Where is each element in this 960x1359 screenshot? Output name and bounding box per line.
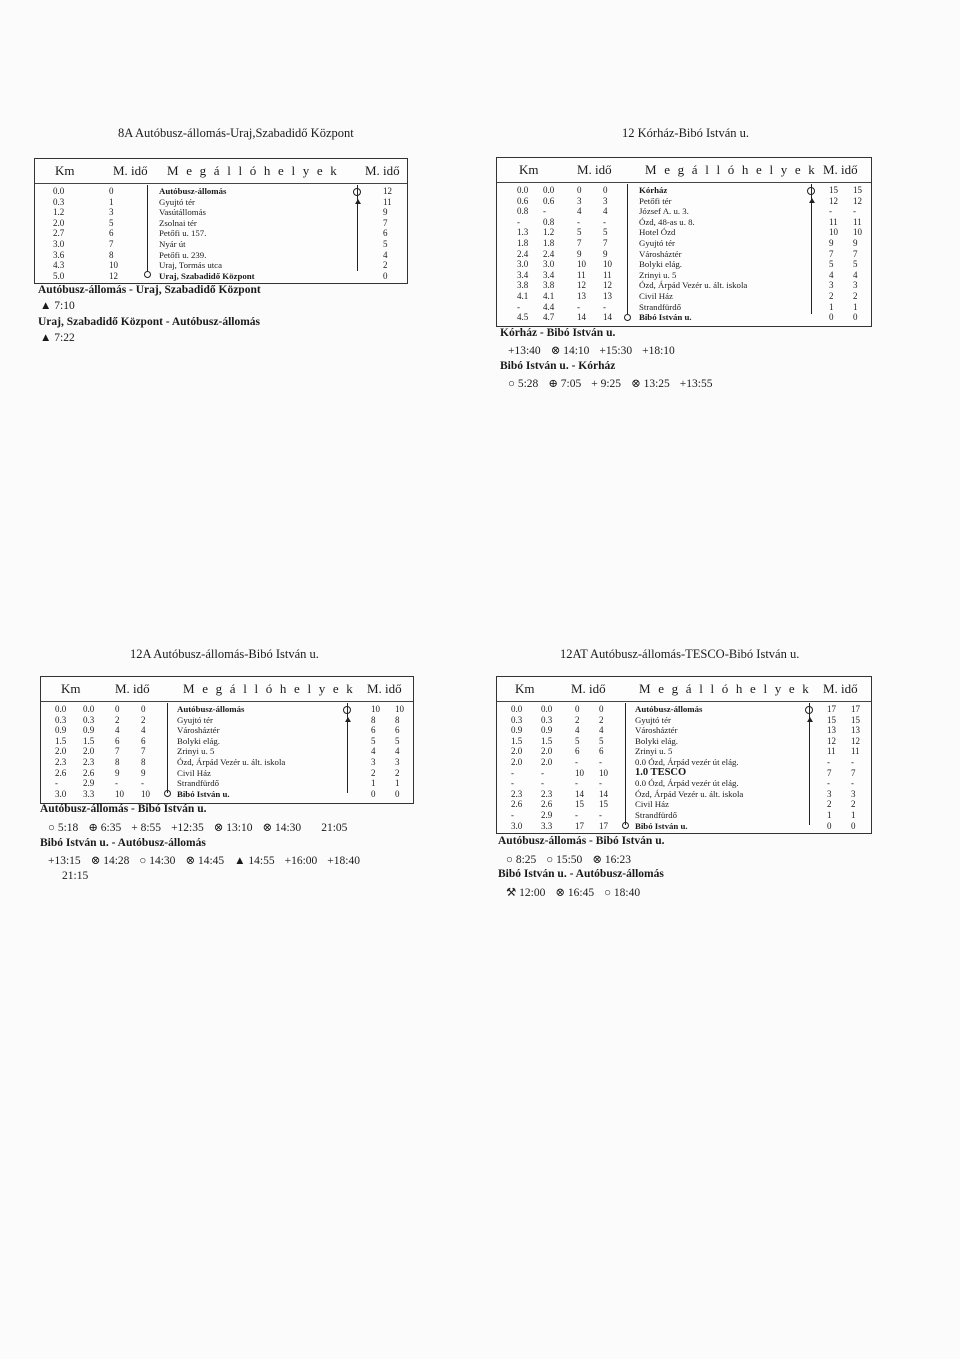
table-row: 2.0 2.0 - - 0.0 Ózd, Árpád vezér út elág. - -: [511, 756, 854, 767]
header-mido-right: M. idő: [367, 681, 402, 696]
table-row: 0.3 1 Gyujtó tér 11: [53, 196, 392, 207]
stop-rows: [35, 186, 407, 281]
table-header: [41, 677, 413, 702]
departure-time: ⊕ 7:05: [548, 378, 582, 390]
departure-time: ○ 14:30: [139, 855, 176, 867]
departure-time: +13:15: [48, 855, 81, 867]
table-row: 0.9 0.9 4 4 Városháztér 6 6: [55, 725, 400, 736]
table-row: 0.0 0.0 0 0 Autóbusz-állomás 17 17: [511, 704, 860, 714]
table-row: - 2.9 - - Strandfürdő 1 1: [55, 778, 400, 789]
departure-time: ⊗ 16:23: [592, 854, 632, 866]
departure-time: +12:35: [171, 822, 204, 834]
table-row: 3.6 8 Petőfi u. 239. 4: [53, 249, 388, 260]
departure-time: 21:15: [62, 870, 89, 882]
direction-label: Autóbusz-állomás - Bibó István u.: [498, 835, 665, 847]
table-row: 0.3 0.3 2 2 Gyujtó tér 8 8: [55, 714, 400, 725]
table-row: 1.5 1.5 5 5 Bolyki elág. 12 12: [511, 735, 860, 746]
departure-time: ▲ 14:55: [234, 855, 275, 867]
departure-time: ▲ 7:22: [40, 332, 75, 344]
stop-rows: [497, 185, 871, 323]
departures: [506, 852, 641, 866]
departure-time: ○ 15:50: [546, 854, 583, 866]
header-mido-right: M. idő: [365, 163, 400, 178]
departure-time: +13:40: [508, 345, 541, 357]
direction-label: Autóbusz-állomás - Uraj, Szabadidő Központ: [38, 284, 261, 296]
header-mido-right: M. idő: [823, 681, 858, 696]
table-row: 0.0 0.0 0 0 Autóbusz-állomás 10 10: [55, 704, 404, 714]
departure-time: + 9:25: [591, 378, 622, 390]
departure-time: ⊗ 14:28: [90, 855, 130, 867]
departures: [508, 343, 685, 357]
timetable-title-12at: 12AT Autóbusz-állomás-TESCO-Bibó István u.: [560, 647, 800, 661]
table-row: 5.0 12 Uraj, Szabadidő Központ 0: [53, 270, 388, 281]
table-header: [497, 158, 871, 183]
timetable-8a: [34, 158, 408, 284]
timetable-12a: [40, 676, 414, 804]
table-row: 2.4 2.4 9 9 Városháztér 7 7: [517, 248, 858, 259]
direction-label: Uraj, Szabadidő Központ - Autóbusz-állomás: [38, 316, 261, 328]
table-row: - 0.8 - - Ózd, 48-as u. 8. 11 11: [517, 216, 862, 227]
table-row: - 4.4 - - Strandfürdő 1 1: [517, 301, 858, 312]
departure-time: 21:05: [321, 822, 348, 834]
direction-label: Bibó István u. - Autóbusz-állomás: [40, 837, 206, 849]
table-row: 3.0 3.3 17 17 Bibó István u. 0 0: [511, 820, 856, 831]
departure-time: ○ 5:18: [48, 822, 79, 834]
departures: [508, 376, 722, 390]
table-row: 3.0 3.3 10 10 Bibó István u. 0 0: [55, 788, 400, 799]
departure-time: ⊗ 14:10: [550, 345, 590, 357]
table-row: 1.8 1.8 7 7 Gyujtó tér 9 9: [517, 237, 858, 248]
departure-time: ⊗ 14:45: [185, 855, 225, 867]
table-row: 2.0 2.0 6 6 Zrinyi u. 5 11 11: [511, 746, 860, 757]
header-km: Km: [519, 162, 539, 177]
departure-time: +15:30: [599, 345, 633, 357]
direction-label: Bibó István u. - Kórház: [500, 360, 616, 372]
table-row: 4.1 4.1 13 13 Civil Ház 2 2: [517, 290, 858, 301]
table-row: - 2.9 - - Strandfürdő 1 1: [511, 809, 856, 820]
header-mido-right: M. idő: [823, 162, 858, 177]
timetable-title-12: 12 Kórház-Bibó István u.: [622, 126, 750, 140]
table-row: 2.0 2.0 7 7 Zrinyi u. 5 4 4: [55, 746, 400, 757]
table-row: 2.3 2.3 14 14 Ózd, Árpád Vezér u. ált. iskola 3 3: [511, 788, 856, 799]
departure-time: +16:00: [284, 855, 318, 867]
departure-time: ⊗ 13:10: [213, 822, 253, 834]
departure-time: ⊗ 13:25: [631, 378, 670, 390]
departure-time: +18:40: [327, 855, 360, 867]
table-row: 0.8 - 4 4 József A. u. 3. - -: [517, 206, 856, 217]
table-header: [497, 677, 871, 702]
header-km: Km: [61, 681, 81, 696]
departures: [40, 300, 85, 312]
header-mido-left: M. idő: [577, 162, 612, 177]
table-row: 0.9 0.9 4 4 Városháztér 13 13: [511, 725, 860, 736]
departure-time: ⊗ 14:30: [262, 822, 302, 834]
table-row: 3.0 3.0 10 10 Bolyki elág. 5 5: [517, 259, 858, 270]
table-row: - - 10 10 1.0 TESCO 7 7: [511, 766, 856, 778]
header-mido-left: M. idő: [571, 681, 606, 696]
table-row: 0.0 0 Autóbusz-állomás 12: [53, 186, 392, 196]
departure-time: +13:55: [679, 378, 713, 390]
direction-label: Autóbusz-állomás - Bibó István u.: [40, 803, 207, 815]
table-row: 0.6 0.6 3 3 Petőfi tér 12 12: [517, 195, 862, 206]
departure-time: ⊕ 6:35: [88, 822, 122, 834]
header-mido-left: M. idő: [113, 163, 148, 178]
departures: [506, 885, 650, 899]
timetable-title-12a: 12A Autóbusz-állomás-Bibó István u.: [130, 647, 319, 661]
table-row: - - - - 0.0 Ózd, Árpád vezér út elág. - -: [511, 778, 854, 789]
table-row: 2.6 2.6 9 9 Civil Ház 2 2: [55, 767, 400, 778]
departure-time: ⚒ 12:00: [506, 887, 546, 899]
table-row: 1.2 3 Vasútállomás 9: [53, 207, 388, 218]
table-row: 3.4 3.4 11 11 Zrinyi u. 5 4 4: [517, 269, 858, 280]
departures: [40, 332, 85, 344]
departure-time: ▲ 7:10: [40, 300, 75, 312]
departures: [48, 820, 357, 834]
table-row: 2.0 5 Zsolnai tér 7: [53, 217, 388, 228]
departure-time: ○ 8:25: [506, 854, 537, 866]
table-row: 1.5 1.5 6 6 Bolyki elág. 5 5: [55, 735, 400, 746]
departure-time: + 8:55: [131, 822, 162, 834]
timetable-12: [496, 157, 872, 327]
header-stops: M e g á l l ó h e l y e k: [167, 163, 339, 178]
table-row: 3.8 3.8 12 12 Ózd, Árpád Vezér u. ált. iskola 3 3: [517, 280, 858, 291]
header-stops: M e g á l l ó h e l y e k: [183, 681, 355, 696]
header-mido-left: M. idő: [115, 681, 150, 696]
direction-label: Kórház - Bibó István u.: [500, 327, 616, 339]
stop-rows: [497, 704, 871, 831]
departure-time: ○ 18:40: [604, 887, 641, 899]
table-row: 0.3 0.3 2 2 Gyujtó tér 15 15: [511, 714, 860, 725]
departure-time: ⊗ 16:45: [555, 887, 595, 899]
table-row: 2.3 2.3 8 8 Ózd, Árpád Vezér u. ált. iskola 3 3: [55, 756, 400, 767]
table-row: 1.3 1.2 5 5 Hotel Ózd 10 10: [517, 227, 862, 238]
table-row: 0.0 0.0 0 0 Kórház 15 15: [517, 185, 862, 195]
direction-label: Bibó István u. - Autóbusz-állomás: [498, 868, 664, 880]
table-row: 2.7 6 Petőfi u. 157. 6: [53, 228, 388, 239]
header-km: Km: [515, 681, 535, 696]
table-row: 3.0 7 Nyár út 5: [53, 238, 388, 249]
header-km: Km: [55, 163, 75, 178]
stop-rows: [41, 704, 413, 799]
table-row: 4.3 10 Uraj, Tormás utca 2: [53, 260, 388, 271]
table-row: 2.6 2.6 15 15 Civil Ház 2 2: [511, 799, 856, 810]
timetable-12at: [496, 676, 872, 834]
timetable-title-8a: 8A Autóbusz-állomás-Uraj,Szabadidő Központ: [118, 126, 354, 140]
header-stops: M e g á l l ó h e l y e k: [639, 681, 811, 696]
departures: [48, 853, 370, 867]
table-header: [35, 159, 407, 184]
departure-time: +18:10: [642, 345, 675, 357]
departure-time: ○ 5:28: [508, 378, 539, 390]
table-row: 4.5 4.7 14 14 Bibó István u. 0 0: [517, 312, 858, 323]
header-stops: M e g á l l ó h e l y e k: [645, 162, 817, 177]
